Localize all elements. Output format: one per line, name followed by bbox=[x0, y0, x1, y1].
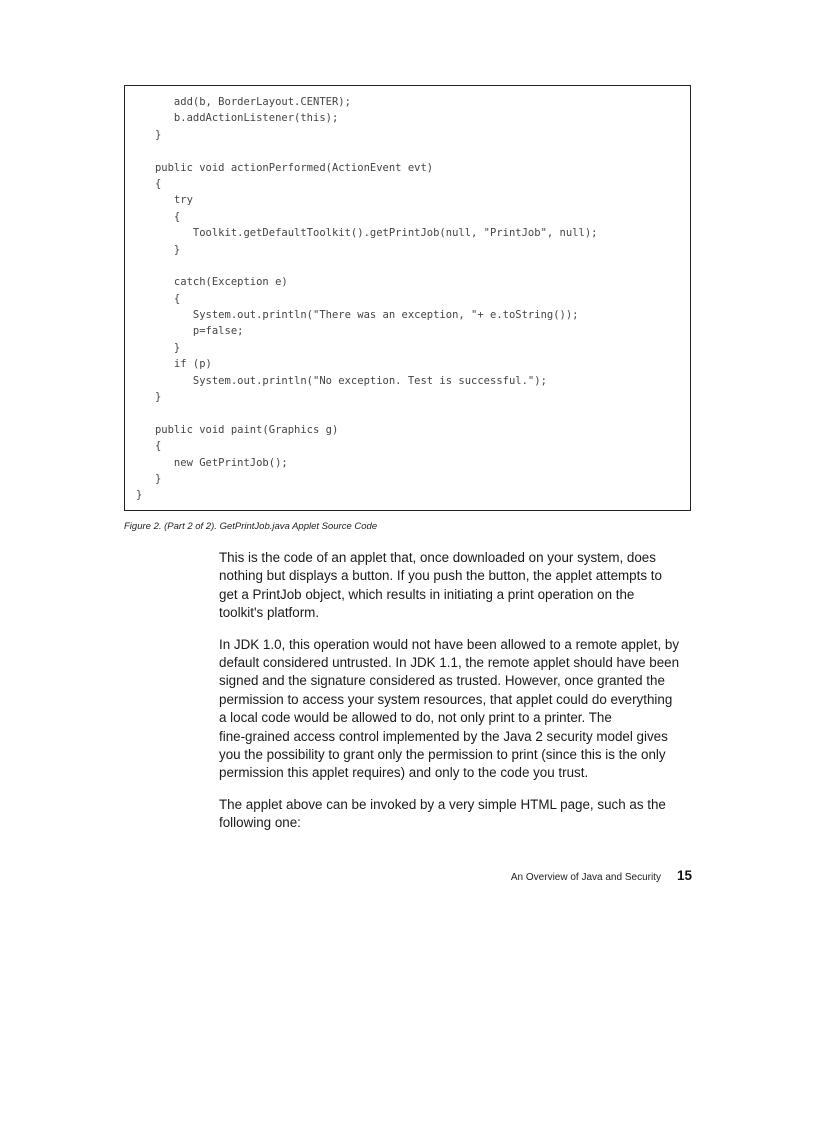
page-number: 15 bbox=[676, 868, 692, 883]
code-line: { bbox=[136, 177, 162, 190]
code-line: public void actionPerformed(ActionEvent evt) bbox=[136, 161, 434, 174]
text-line: signed and the signature considered as trusted. However, once granted the bbox=[219, 673, 665, 689]
text-line: toolkit's platform. bbox=[219, 605, 320, 621]
text-line: permission to access your system resources, that applet could do everything bbox=[219, 691, 673, 707]
page-footer bbox=[511, 868, 692, 883]
code-line bbox=[125, 258, 690, 274]
text-line: This is the code of an applet that, once downloaded on your system, does bbox=[219, 550, 656, 565]
code-line: } bbox=[136, 472, 162, 485]
code-line: catch(Exception e) bbox=[136, 276, 288, 289]
code-line bbox=[125, 405, 690, 421]
text-line: get a PrintJob object, which results in initiating a print operation on the bbox=[219, 586, 635, 602]
figure-caption: Figure 2. (Part 2 of 2). GetPrintJob.java Applet Source Code bbox=[124, 521, 378, 532]
code-line: try bbox=[136, 194, 193, 207]
text-line: default considered untrusted. In JDK 1.1, the remote applet should have been bbox=[219, 655, 680, 671]
code-line: } bbox=[136, 341, 181, 354]
code-listing bbox=[124, 85, 691, 511]
text-line: fine-grained access control implemented by the Java 2 security model gives bbox=[219, 728, 668, 744]
text-line: you the possibility to grant only the permission to print (since this is the only bbox=[219, 747, 666, 763]
code-line: } bbox=[136, 243, 181, 256]
paragraph bbox=[219, 796, 697, 833]
code-line: add(b, BorderLayout.CENTER); bbox=[136, 96, 351, 108]
text-line: The applet above can be invoked by a very simple HTML page, such as the bbox=[219, 796, 666, 812]
text-line: permission this applet requires) and only to the code you trust. bbox=[219, 765, 589, 781]
code-line: } bbox=[136, 391, 162, 404]
body-text bbox=[219, 549, 697, 846]
code-line: p=false; bbox=[136, 325, 244, 338]
text-line: following one: bbox=[219, 815, 301, 831]
text-line: In JDK 1.0, this operation would not have been allowed to a remote applet, by bbox=[219, 636, 680, 652]
code-line: new GetPrintJob(); bbox=[136, 456, 288, 469]
paragraph bbox=[219, 549, 697, 623]
text-line: a local code would be allowed to do, not only print to a printer. The bbox=[219, 710, 612, 726]
code-line: Toolkit.getDefaultToolkit().getPrintJob(null, "PrintJob", null); bbox=[136, 227, 598, 240]
footer-section-title: An Overview of Java and Security bbox=[510, 872, 661, 883]
text-line: nothing but displays a button. If you push the button, the applet attempts to bbox=[219, 568, 662, 584]
paragraph bbox=[219, 636, 697, 783]
code-line: { bbox=[136, 440, 162, 453]
code-line: } bbox=[136, 128, 162, 141]
code-line bbox=[125, 143, 690, 159]
code-line: { bbox=[136, 292, 181, 305]
code-line: b.addActionListener(this); bbox=[136, 112, 339, 125]
code-line: } bbox=[136, 489, 143, 502]
code-line: if (p) bbox=[136, 358, 212, 371]
code-line: System.out.println("There was an exception, "+ e.toString()); bbox=[136, 309, 579, 322]
code-line: System.out.println("No exception. Test is successful."); bbox=[136, 374, 547, 387]
code-line: { bbox=[136, 210, 181, 223]
code-line: public void paint(Graphics g) bbox=[136, 423, 339, 436]
